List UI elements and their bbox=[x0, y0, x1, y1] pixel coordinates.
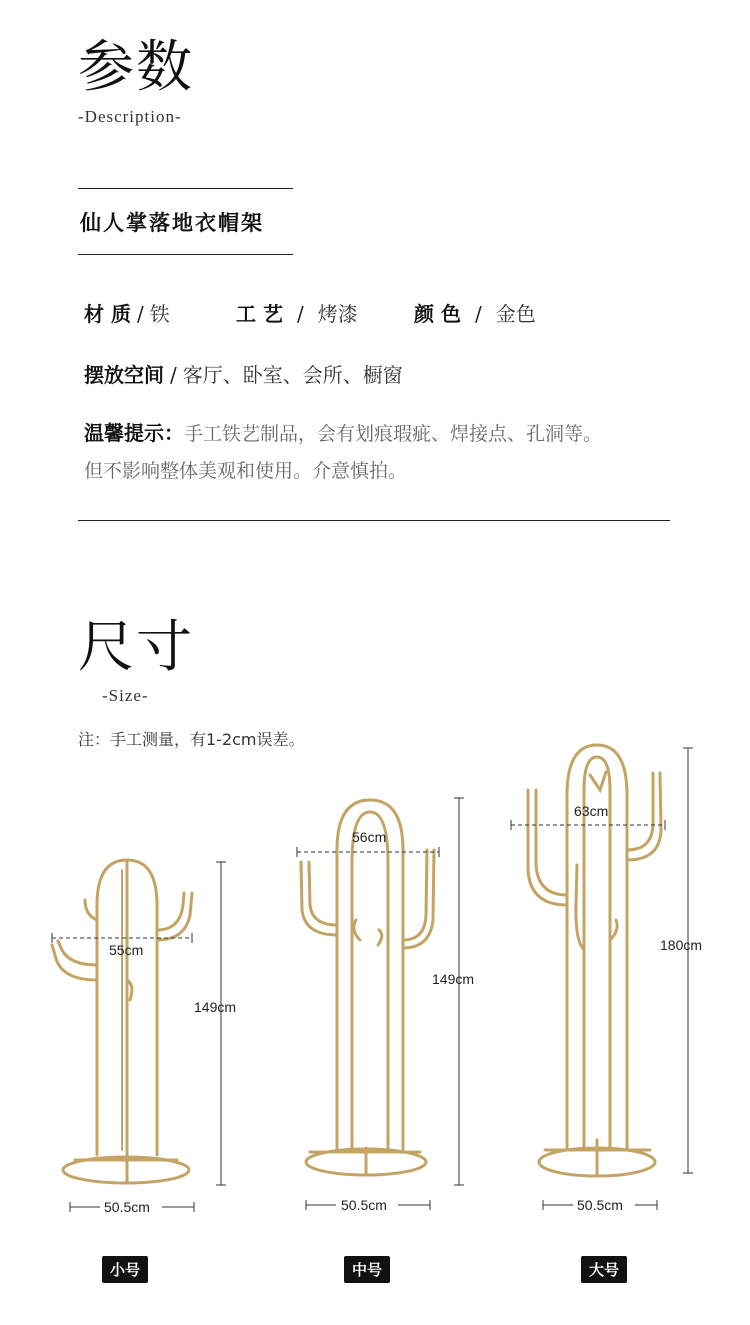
material-label: 材 质 bbox=[84, 302, 131, 326]
tip-label: 温馨提示： bbox=[84, 421, 184, 445]
cactus-rack-medium-icon bbox=[301, 800, 434, 1175]
large-height-label: 180cm bbox=[660, 937, 703, 953]
small-width-label: 55cm bbox=[109, 942, 144, 958]
large-width-label: 63cm bbox=[574, 803, 609, 819]
material-value: 铁 bbox=[149, 302, 170, 326]
color-value: 金色 bbox=[495, 302, 536, 326]
medium-base-label: 50.5cm bbox=[341, 1197, 387, 1213]
placement-label: 摆放空间 bbox=[84, 363, 164, 387]
slash: / bbox=[170, 363, 177, 387]
size-tag-small: 小号 bbox=[102, 1256, 148, 1283]
small-height-label: 149cm bbox=[194, 999, 237, 1015]
cactus-rack-small-icon bbox=[52, 860, 192, 1183]
params-title: 参数 bbox=[78, 35, 194, 100]
slash: / bbox=[136, 302, 144, 326]
craft-label: 工 艺 bbox=[236, 302, 283, 326]
product-name: 仙人掌落地衣帽架 bbox=[80, 211, 264, 235]
params-subtitle: -Description- bbox=[78, 107, 182, 126]
large-base-label: 50.5cm bbox=[577, 1197, 623, 1213]
small-base-label: 50.5cm bbox=[104, 1199, 150, 1215]
slash: / bbox=[296, 302, 304, 326]
medium-width-label: 56cm bbox=[352, 829, 387, 845]
slash: / bbox=[474, 302, 482, 326]
tip-line-2: 但不影响整体美观和使用。介意慎拍。 bbox=[84, 460, 408, 482]
medium-height-label: 149cm bbox=[432, 971, 475, 987]
size-subtitle: -Size- bbox=[102, 686, 149, 705]
size-tag-medium: 中号 bbox=[344, 1256, 390, 1283]
tip-text-1: 手工铁艺制品，会有划痕瑕疵、焊接点、孔洞等。 bbox=[184, 423, 603, 445]
color-label: 颜 色 bbox=[414, 302, 461, 326]
size-title: 尺寸 bbox=[78, 615, 194, 680]
placement-value: 客厅、卧室、会所、橱窗 bbox=[182, 363, 403, 387]
craft-value: 烤漆 bbox=[317, 302, 358, 326]
size-tag-large: 大号 bbox=[581, 1256, 627, 1283]
size-note: 注：手工测量，有1-2cm误差。 bbox=[78, 730, 305, 749]
